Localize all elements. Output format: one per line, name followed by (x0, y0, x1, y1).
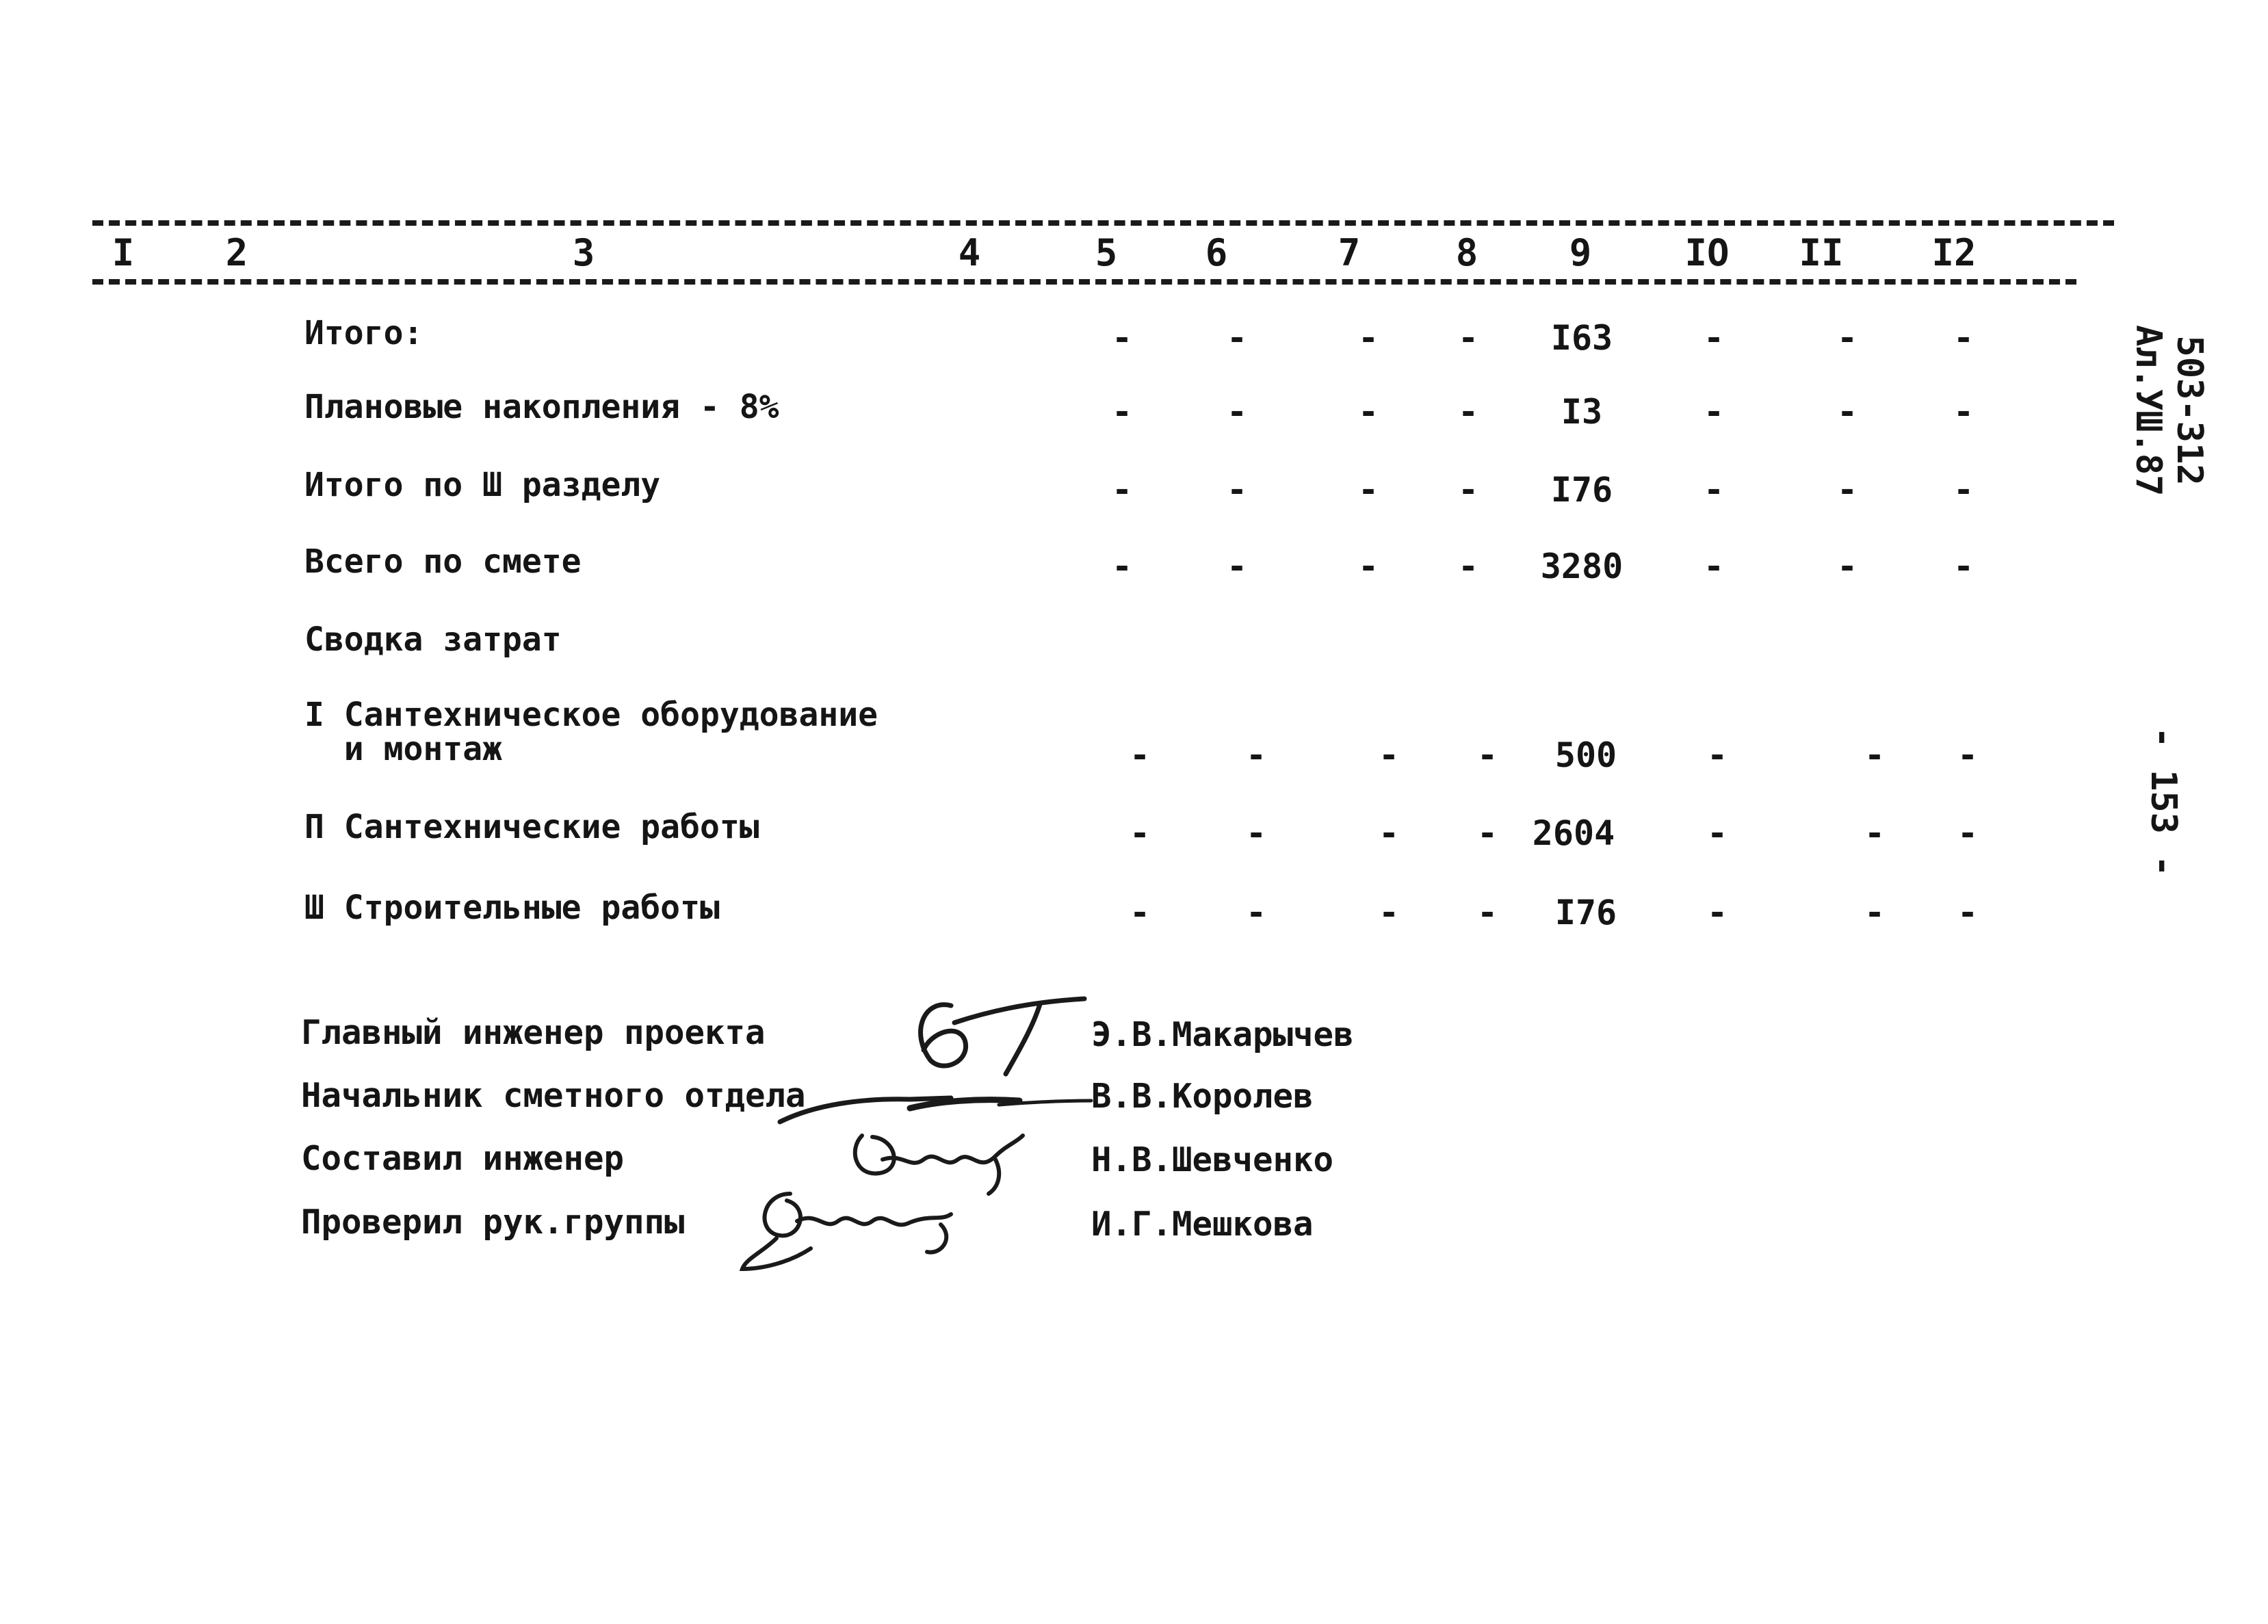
column-number: II (1799, 231, 1844, 274)
cell-col12: - (1957, 893, 1979, 932)
cell-col8: - (1457, 318, 1479, 358)
column-number: 8 (1455, 231, 1478, 274)
cell-col8: - (1457, 392, 1479, 432)
signature-title: Начальник сметного отдела (301, 1076, 806, 1115)
handwritten-signature (735, 1173, 968, 1276)
table-top-rule (92, 220, 2114, 226)
column-number: 5 (1095, 231, 1118, 274)
row-label: Всего по смете (304, 542, 582, 581)
album-reference: Ал.УШ.87 (2128, 325, 2169, 497)
cell-col12: - (1953, 470, 1974, 510)
cell-col11: - (1836, 547, 1858, 586)
cell-col7: - (1357, 470, 1379, 510)
cell-col6: - (1226, 318, 1248, 358)
row-label: П Сантехнические работы (304, 808, 759, 846)
signature-title: Проверил рук.группы (301, 1203, 685, 1242)
cell-col10: - (1703, 470, 1725, 510)
cell-col5: - (1111, 318, 1133, 358)
cell-col10: - (1706, 893, 1728, 932)
column-number: I2 (1931, 231, 1977, 274)
cell-col12: - (1953, 547, 1974, 586)
cell-col11: - (1836, 392, 1858, 432)
cell-col9: 2604 (1532, 813, 1615, 853)
cell-col11: - (1836, 470, 1858, 510)
column-number: IO (1684, 231, 1730, 274)
column-number: 3 (572, 231, 595, 274)
cell-col6: - (1226, 392, 1248, 432)
cell-col12: - (1953, 392, 1974, 432)
cell-col9: I63 (1550, 318, 1613, 358)
signature-name: Н.В.Шевченко (1091, 1140, 1334, 1179)
row-label: Итого: (304, 314, 423, 352)
cell-col9: I3 (1561, 392, 1603, 432)
column-number: 6 (1205, 231, 1228, 274)
section-heading: Сводка затрат (304, 620, 562, 659)
signature-name: И.Г.Мешкова (1091, 1205, 1314, 1244)
cell-col9: 3280 (1540, 547, 1624, 586)
cell-col11: - (1864, 813, 1886, 853)
column-number: 9 (1569, 231, 1592, 274)
signature-title: Составил инженер (301, 1139, 625, 1178)
cell-col11: - (1864, 735, 1886, 775)
cell-col10: - (1703, 318, 1725, 358)
cell-col10: - (1706, 813, 1728, 853)
cell-col7: - (1378, 735, 1400, 775)
signature-name: В.В.Королев (1091, 1077, 1314, 1116)
cell-col8: - (1476, 735, 1498, 775)
cell-col5: - (1111, 547, 1133, 586)
document-code-number: 503-312 (2169, 335, 2210, 486)
cell-col6: - (1226, 470, 1248, 510)
row-label: Плановые накопления - 8% (304, 388, 779, 426)
cell-col7: - (1357, 392, 1379, 432)
cell-col7: - (1378, 813, 1400, 853)
document-code (2121, 325, 2210, 496)
cell-col5: - (1129, 735, 1151, 775)
cell-col5: - (1129, 893, 1151, 932)
cell-col8: - (1457, 470, 1479, 510)
page-number: - 153 - (2143, 726, 2184, 877)
cell-col11: - (1836, 318, 1858, 358)
cell-col5: - (1111, 470, 1133, 510)
signature-title: Главный инженер проекта (301, 1013, 766, 1052)
row-label: Ш Строительные работы (304, 889, 720, 927)
cell-col6: - (1245, 735, 1267, 775)
cell-col11: - (1864, 893, 1886, 932)
cell-col10: - (1703, 547, 1725, 586)
cell-col5: - (1111, 392, 1133, 432)
cell-col9: I76 (1550, 470, 1613, 510)
cell-col8: - (1476, 813, 1498, 853)
cell-col10: - (1703, 392, 1725, 432)
cell-col9: I76 (1554, 893, 1617, 932)
header-bottom-rule (92, 279, 2076, 285)
cell-col6: - (1226, 547, 1248, 586)
cell-col8: - (1457, 547, 1479, 586)
cell-col8: - (1476, 893, 1498, 932)
cell-col7: - (1357, 318, 1379, 358)
cell-col12: - (1957, 813, 1979, 853)
cell-col6: - (1245, 893, 1267, 932)
cell-col7: - (1357, 547, 1379, 586)
cell-col7: - (1378, 893, 1400, 932)
handwritten-signature (903, 985, 1095, 1081)
column-number: 4 (958, 231, 981, 274)
cell-col10: - (1706, 735, 1728, 775)
signature-name: Э.В.Макарычев (1091, 1015, 1354, 1054)
cell-col5: - (1129, 813, 1151, 853)
row-label: Итого по Ш разделу (304, 466, 661, 504)
cell-col12: - (1957, 735, 1979, 775)
column-number: 2 (225, 231, 248, 274)
cell-col6: - (1245, 813, 1267, 853)
cell-col12: - (1953, 318, 1974, 358)
row-label: I Сантехническое оборудование и монтаж (304, 696, 878, 768)
cell-col9: 500 (1554, 735, 1617, 775)
column-number: 7 (1338, 231, 1361, 274)
column-number: I (112, 231, 135, 274)
